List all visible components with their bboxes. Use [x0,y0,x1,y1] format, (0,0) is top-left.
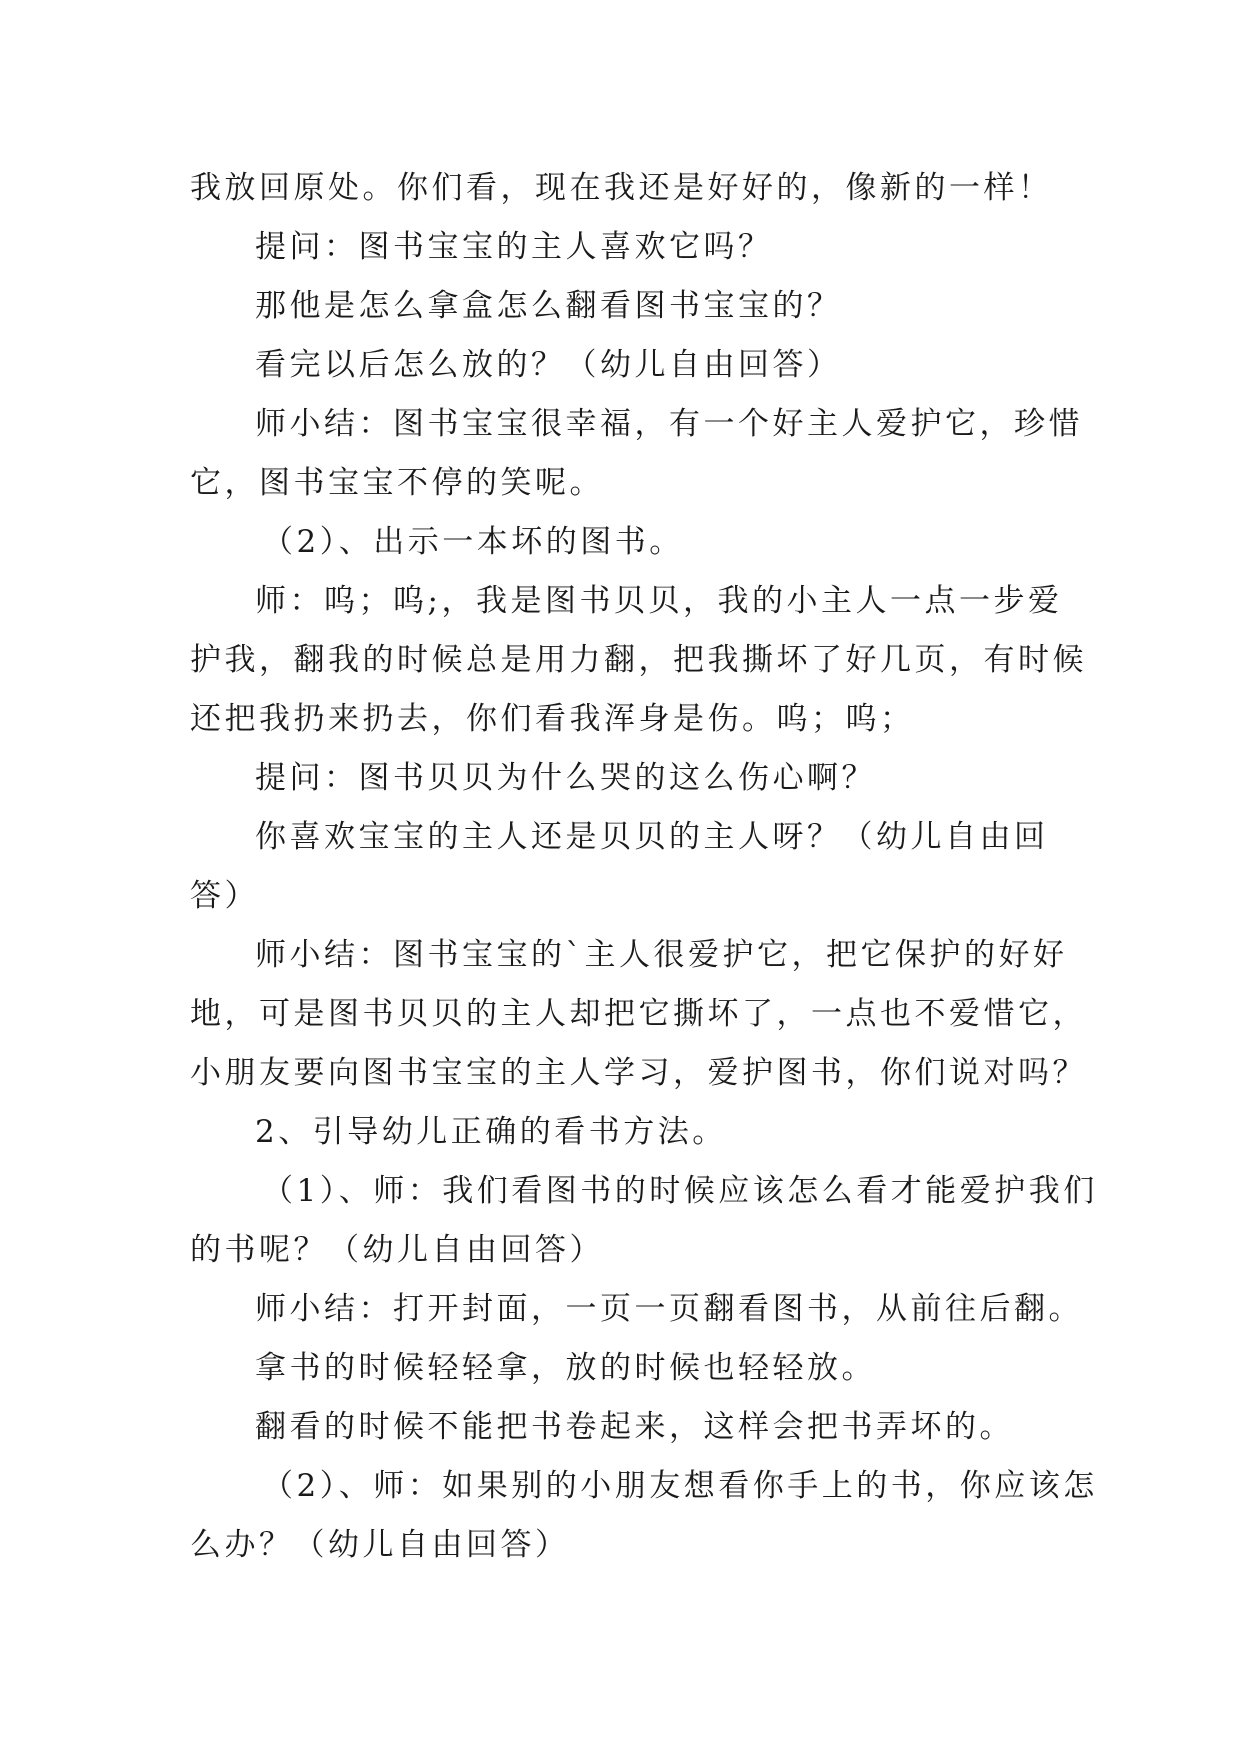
paragraph-line: 它，图书宝宝不停的笑呢。 [190,465,604,501]
paragraph-line: 师小结：图书宝宝很幸福，有一个好主人爱护它，珍惜 [255,406,1083,442]
paragraph-line: 提问：图书宝宝的主人喜欢它吗？ [255,229,773,265]
paragraph-line: 提问：图书贝贝为什么哭的这么伤心啊？ [255,760,876,796]
paragraph-line: 那他是怎么拿盒怎么翻看图书宝宝的？ [255,288,842,324]
paragraph-line: 拿书的时候轻轻拿，放的时候也轻轻放。 [255,1350,876,1386]
paragraph-line: 看完以后怎么放的？（幼儿自由回答） [255,347,842,383]
paragraph-line: 我放回原处。你们看，现在我还是好好的，像新的一样！ [190,170,1053,206]
paragraph-line: 么办？（幼儿自由回答） [190,1527,570,1563]
paragraph-line: （2）、出示一本坏的图书。 [262,524,684,560]
paragraph-line: 小朋友要向图书宝宝的主人学习，爱护图书，你们说对吗？ [190,1055,1087,1091]
paragraph-line: 师：呜；呜;，我是图书贝贝，我的小主人一点一步爱 [255,583,1063,619]
paragraph-line: 2、引导幼儿正确的看书方法。 [255,1114,727,1150]
paragraph-line: 护我，翻我的时候总是用力翻，把我撕坏了好几页，有时候 [190,642,1087,678]
paragraph-line: 答） [190,878,259,914]
paragraph-line: 地，可是图书贝贝的主人却把它撕坏了，一点也不爱惜它， [190,996,1087,1032]
paragraph-line: 的书呢？（幼儿自由回答） [190,1232,604,1268]
paragraph-line: 你喜欢宝宝的主人还是贝贝的主人呀？（幼儿自由回 [255,819,1049,855]
paragraph-line: 还把我扔来扔去，你们看我浑身是伤。呜；呜； [190,701,915,737]
paragraph-line: 师小结：图书宝宝的`主人很爱护它，把它保护的好好 [255,937,1068,973]
paragraph-line: 翻看的时候不能把书卷起来，这样会把书弄坏的。 [255,1409,1014,1445]
paragraph-line: （1）、师：我们看图书的时候应该怎么看才能爱护我们 [262,1173,1098,1209]
paragraph-line: 师小结：打开封面，一页一页翻看图书，从前往后翻。 [255,1291,1083,1327]
paragraph-line: （2）、师：如果别的小朋友想看你手上的书，你应该怎 [262,1468,1098,1504]
